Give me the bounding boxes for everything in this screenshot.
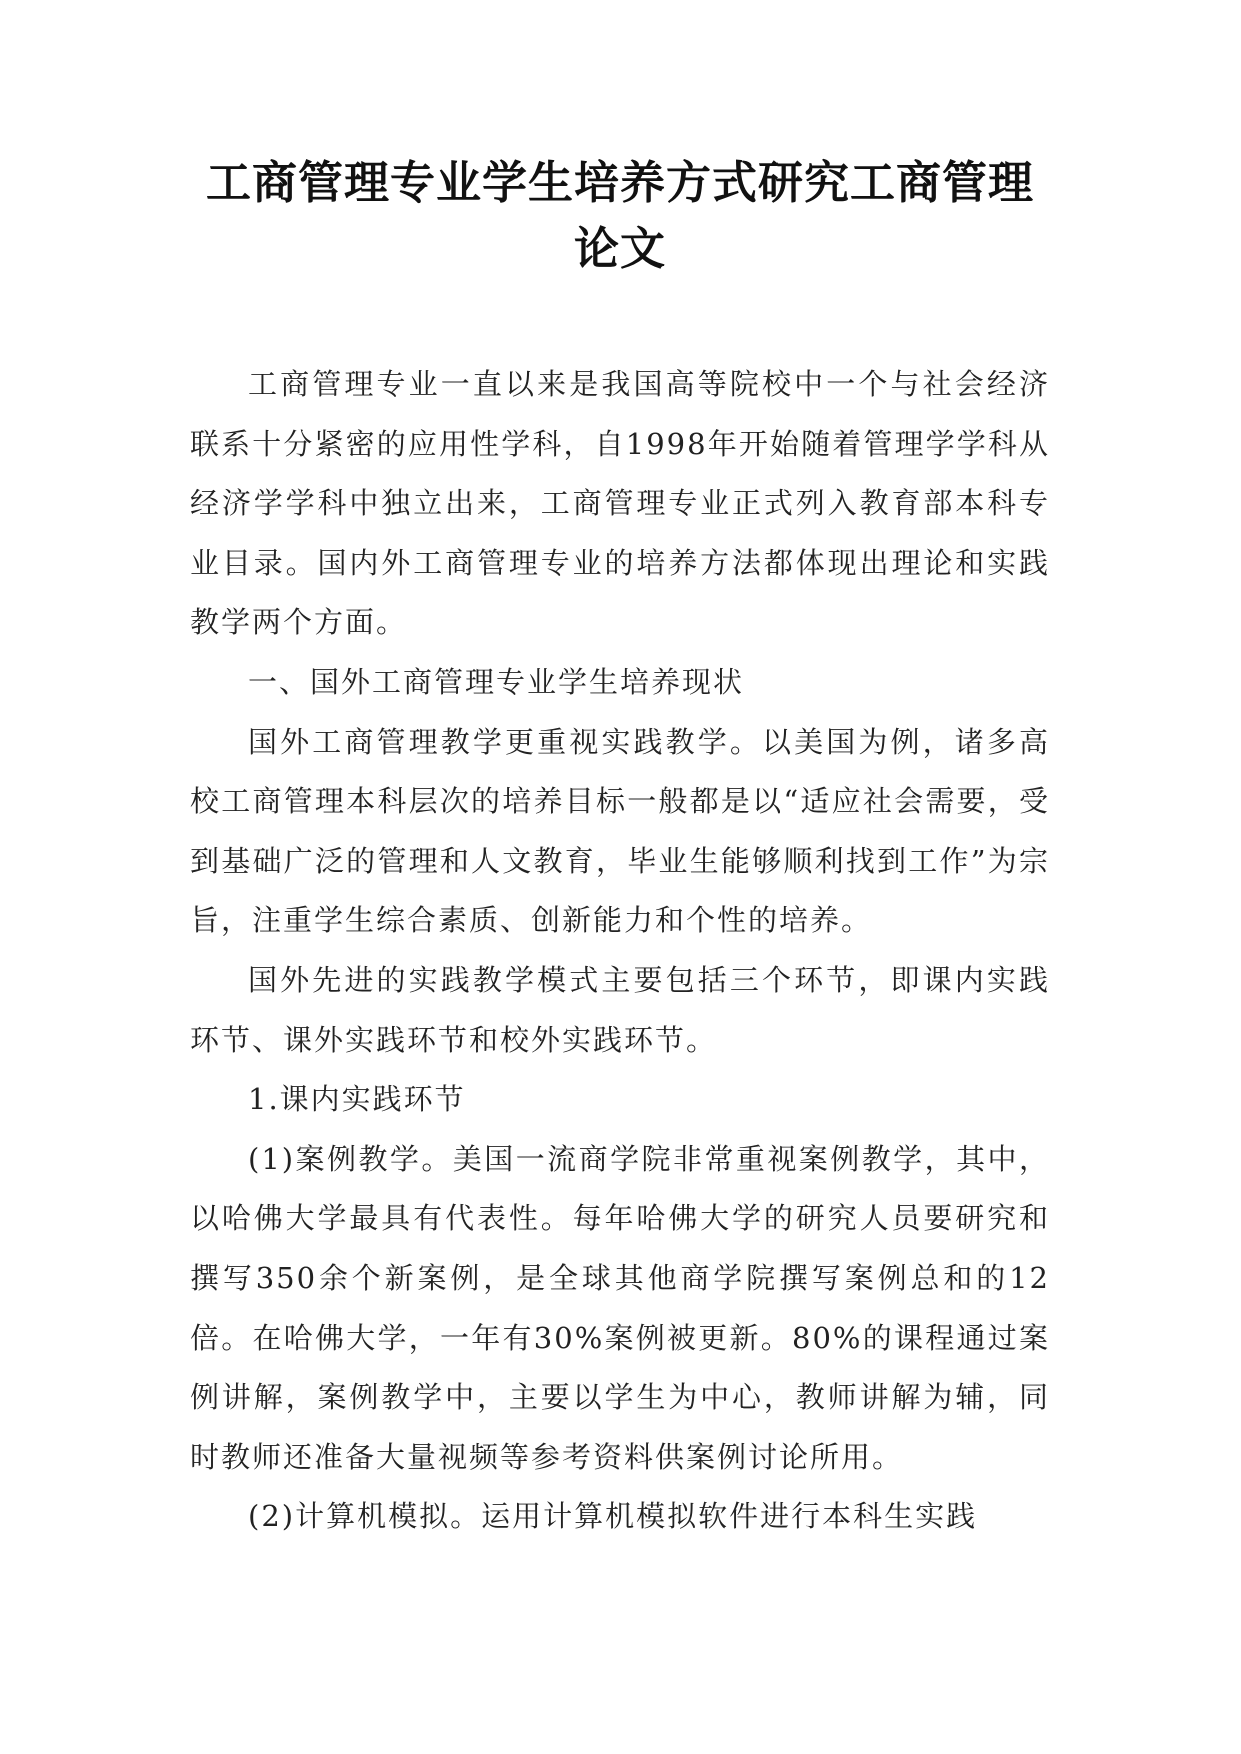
subheading-in-class-practice: 1.课内实践环节: [248, 1082, 466, 1117]
paragraph-intro: 工商管理专业一直以来是我国高等院校中一个与社会经济联系十分紧密的应用性学科，自1998年开始随着管理学学科从经济学学科中独立出来，工商管理专业正式列入教育部本科专业目录。国内外工商管理专业的培养方法都体现出理论和实践教学两个方面。: [190, 367, 1050, 640]
title-line-2: 论文: [573, 222, 666, 275]
document-body: [190, 355, 1050, 1547]
paragraph-foreign-teaching: 国外工商管理教学更重视实践教学。以美国为例，诸多高校工商管理本科层次的培养目标一般都是以“适应社会需要，受到基础广泛的管理和人文教育，毕业生能够顺利找到工作”为宗旨，注重学生综合素质、创新能力和个性的培养。: [190, 724, 1050, 938]
paragraph-practice-modes: 国外先进的实践教学模式主要包括三个环节，即课内实践环节、课外实践环节和校外实践环节。: [190, 962, 1050, 1057]
title-line-1: 工商管理专业学生培养方式研究工商管理: [205, 156, 1034, 209]
section-heading-1: 一、国外工商管理专业学生培养现状: [248, 664, 745, 699]
paragraph-case-teaching: (1)案例教学。美国一流商学院非常重视案例教学，其中，以哈佛大学最具有代表性。每年哈佛大学的研究人员要研究和撰写350余个新案例，是全球其他商学院撰写案例总和的12倍。在哈佛大学，一年有30%案例被更新。80%的课程通过案例讲解，案例教学中，主要以学生为中心，教师讲解为辅，同时教师还准备大量视频等参考资料供案例讨论所用。: [190, 1141, 1050, 1474]
paragraph-computer-simulation: (2)计算机模拟。运用计算机模拟软件进行本科生实践: [248, 1499, 978, 1534]
document-title: [180, 150, 1060, 282]
